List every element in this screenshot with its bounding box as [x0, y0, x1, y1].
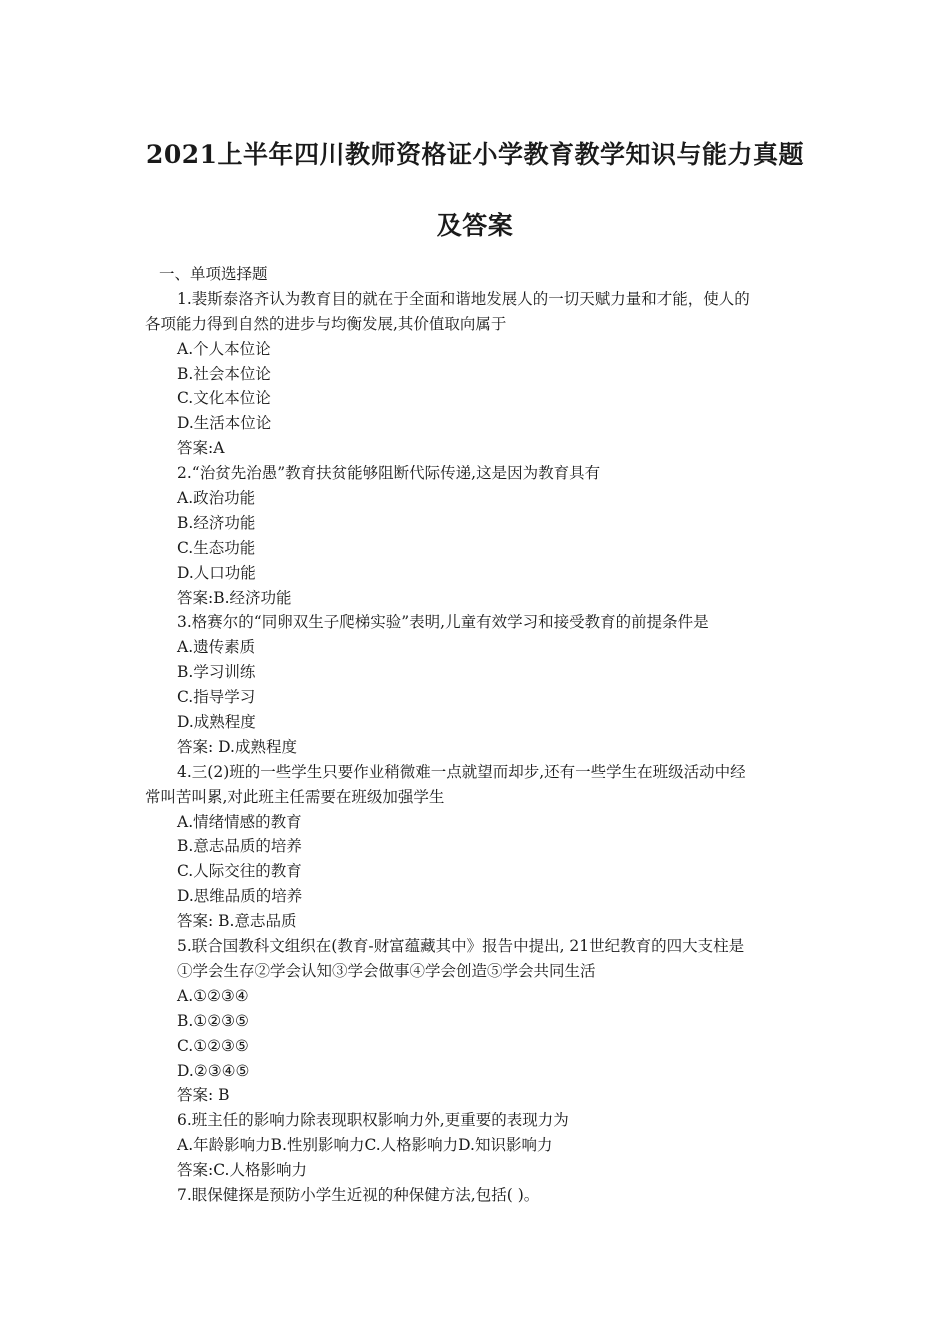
question-4-answer: 答案: B.意志品质: [177, 912, 297, 931]
question-2-option-c: C.生态功能: [177, 538, 256, 557]
question-1-stem-line-1: 1.裴斯泰洛齐认为教育目的就在于全面和谐地发展人的一切天赋力量和才能，使人的: [177, 289, 750, 308]
question-6-answer: 答案:C.人格影响力: [177, 1161, 307, 1180]
question-3-stem: 3.格赛尔的“同卵双生子爬梯实验”表明,儿童有效学习和接受教育的前提条件是: [177, 613, 709, 632]
question-2-option-a: A.政治功能: [177, 489, 256, 508]
question-3-answer: 答案: D.成熟程度: [177, 737, 297, 756]
question-2-option-d: D.人口功能: [177, 563, 256, 582]
question-5-stem-line-2: ①学会生存②学会认知③学会做事④学会创造⑤学会共同生活: [177, 961, 596, 980]
question-4-option-b: B.意志品质的培养: [177, 837, 302, 856]
question-3-option-c: C.指导学习: [177, 688, 256, 707]
question-5-option-c: C.①②③⑤: [177, 1036, 249, 1055]
document-body: [145, 262, 810, 1208]
question-6-options: A.年龄影响力B.性别影响力C.人格影响力D.知识影响力: [177, 1136, 553, 1155]
question-2-answer: 答案:B.经济功能: [177, 588, 292, 607]
document-title-line-2: 及答案: [436, 211, 514, 240]
question-5-stem-line-1: 5.联合国教科文组织在(教育-财富蕴藏其中》报告中提出, 21世纪教育的四大支柱是: [177, 937, 745, 956]
question-2-stem: 2.“治贫先治愚”教育扶贫能够阻断代际传递,这是因为教育具有: [177, 464, 601, 483]
question-1-option-d: D.生活本位论: [177, 414, 272, 433]
question-1-option-a: A.个人本位论: [177, 339, 271, 358]
question-4-option-c: C.人际交往的教育: [177, 862, 302, 881]
question-1-option-b: B.社会本位论: [177, 364, 271, 383]
question-4-stem-line-1: 4.三(2)班的一些学生只要作业稍微难一点就望而却步,还有一些学生在班级活动中经: [177, 762, 746, 781]
question-3-option-b: B.学习训练: [177, 663, 256, 682]
question-3-option-d: D.成熟程度: [177, 713, 256, 732]
question-1-answer: 答案:A: [177, 439, 225, 458]
question-5-answer: 答案: B: [177, 1086, 230, 1105]
section-heading: 一、单项选择题: [159, 265, 268, 283]
question-4-option-a: A.情绪情感的教育: [177, 812, 302, 831]
question-1-stem-line-2: 各项能力得到自然的进步与均衡发展,其价值取向属于: [145, 314, 507, 333]
question-4-stem-line-2: 常叫苦叫累,对此班主任需要在班级加强学生: [145, 787, 445, 806]
question-6-stem: 6.班主任的影响力除表现职权影响力外,更重要的表现力为: [177, 1111, 569, 1130]
question-1-option-c: C.文化本位论: [177, 389, 271, 408]
question-4-option-d: D.思维品质的培养: [177, 887, 303, 906]
question-2-option-b: B.经济功能: [177, 513, 256, 532]
question-3-option-a: A.遗传素质: [177, 638, 256, 657]
question-7-stem: 7.眼保健探是预防小学生近视的种保健方法,包括( )。: [177, 1185, 540, 1204]
question-5-option-d: D.②③④⑤: [177, 1061, 250, 1080]
document-title-line-1: 2021上半年四川教师资格证小学教育教学知识与能力真题: [145, 140, 805, 169]
question-5-option-b: B.①②③⑤: [177, 1011, 249, 1030]
question-5-option-a: A.①②③④: [177, 986, 249, 1005]
